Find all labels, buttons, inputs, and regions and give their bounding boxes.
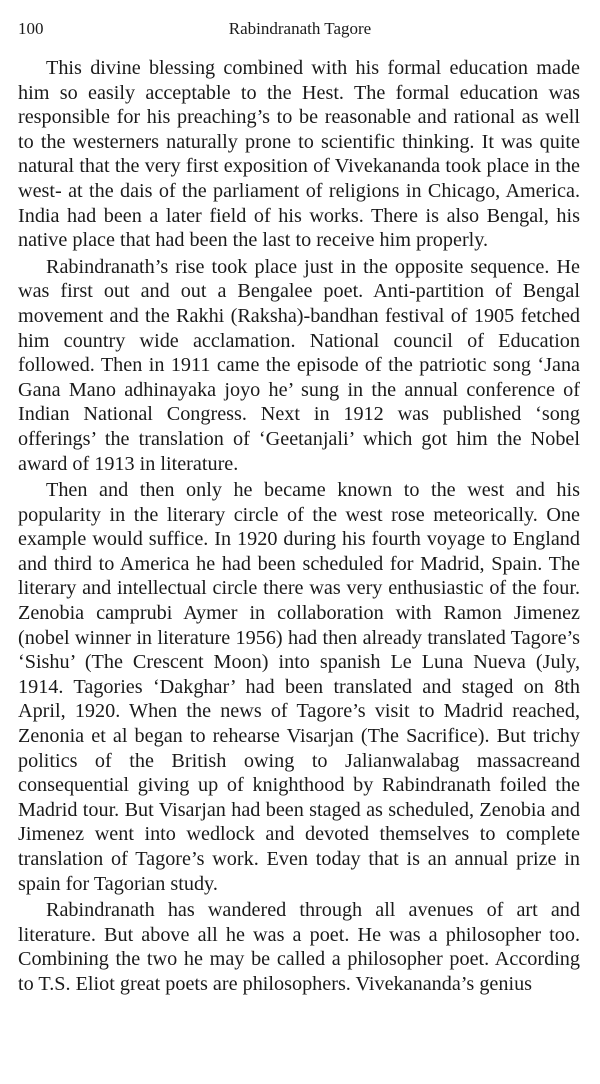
paragraph: Rabindranath’s rise took place just in the opposite sequence. He was first out and out a Bengalee poet. Anti-partition of Bengal movement and the Rakhi (Raksha)-bandhan festival of 1905 fetched him country wide acclamation. National council of Education followed. Then in 1911 came the episode of the patriotic song ‘Jana Gana Mano adhinayaka joyo he’ sung in the annual conference of Indian National Congress. Next in 1912 was published ‘song offerings’ the translation of ‘Geetanjali’ which got him the Nobel award of 1913 in literature. [18,255,580,475]
page-header [18,16,582,42]
running-title: Rabindranath Tagore [228,19,372,38]
paragraph: This divine blessing combined with his formal education made him so easily acceptable to the Hest. The formal education was responsible for his preaching’s to be reasonable and rational as well to the westerners naturally prone to scientific thinking. It was quite natural that the very first exposition of Vivekananda took place in the west- at the dais of the parliament of religions in Chicago, America. India had been a later field of his works. There is also Bengal, his native place that had been the last to receive him properly. [18,57,580,252]
paragraph: Then and then only he became known to the west and his popularity in the literary circle of the west rose meteorically. One example would suffice. In 1920 during his fourth voyage to England and third to America he had been scheduled for Madrid, Spain. The literary and intellectual circle there was very enthusiastic of the four. Zenobia camprubi Aymer in collaboration with Ramon Jimenez (nobel winner in literature 1956) had then already translated Tagore’s ‘Sishu’ (The Crescent Moon) into spanish Le Luna Nueva (July, 1914. Tagories ‘Dakghar’ had been translated and staged on 8th April, 1920. When the news of Tagore’s visit to Madrid reached, Zenonia et al began to rehearse Visarjan (The Sacrifice). But trichy politics of the British owing to Jalianwalabag massacreand consequential giving up of knighthood by Rabindranath foiled the Madrid tour. But Visarjan had been staged as scheduled, Zenobia and Jimenez went into wedlock and devoted themselves to complete translation of Tagore’s work. Even today that is an annual prize in spain for Tagorian study. [18,479,580,895]
paragraph: Rabindranath has wandered through all avenues of art and literature. But above all he was a poet. He was a philosopher too. Combining the two he may be called a philosopher poet. According to T.S. Eliot great poets are philosophers. Vivekananda’s genius [18,899,580,995]
body-text [18,56,580,997]
page-number: 100 [18,19,44,38]
